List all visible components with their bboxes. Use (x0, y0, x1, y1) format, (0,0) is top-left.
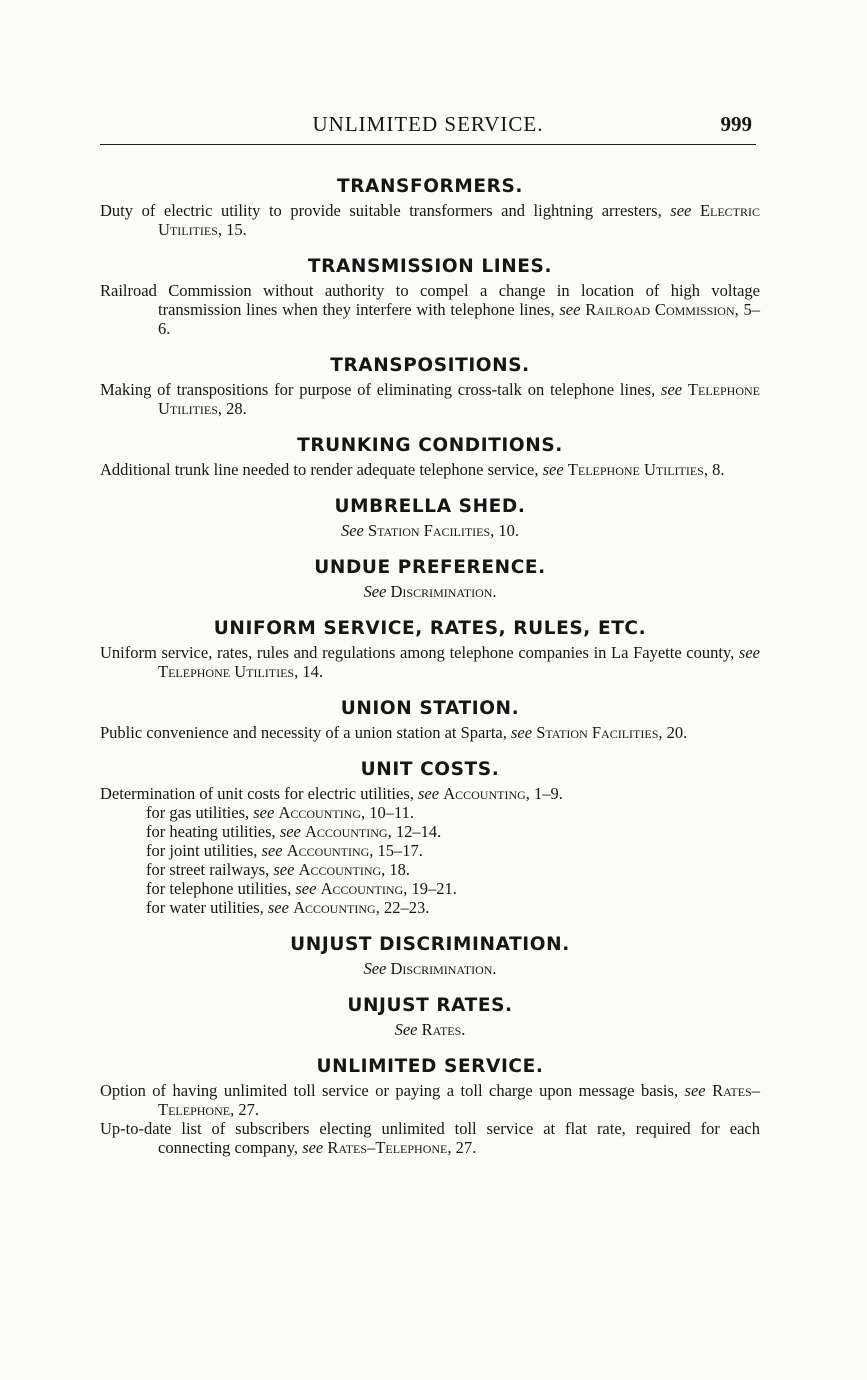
index-entry (100, 784, 760, 803)
reference-pages: , 14. (294, 662, 323, 681)
entry-text: for joint utilities, (146, 841, 262, 860)
index-entries (100, 175, 760, 1173)
see-word: see (267, 898, 289, 917)
see-word: see (295, 879, 317, 898)
reference-pages: , 27. (230, 1100, 259, 1119)
see-word: see (559, 300, 581, 319)
reference-pages: , 5–6. (158, 300, 760, 338)
section-heading: UNLIMITED SERVICE. (316, 1056, 544, 1077)
reference-pages: , 19–21. (403, 879, 457, 898)
entry-text: Making of transpositions for purpose of eliminating cross-talk on telephone lines, (100, 380, 662, 399)
reference-pages: , 15–17. (369, 841, 423, 860)
entry-text: for water utilities, (146, 898, 268, 917)
section-heading: UNIT COSTS. (360, 759, 500, 780)
reference-pages: . (461, 1020, 466, 1039)
see-word: See (394, 1020, 418, 1039)
cross-reference: Rates–Telephone (158, 1081, 761, 1119)
page-number: 999 (720, 112, 752, 136)
entry-text: Duty of electric utility to provide suitable transformers and lightning arresters, (100, 201, 671, 220)
reference-pages: , 15. (217, 220, 247, 239)
section-heading: UNDUE PREFERENCE. (314, 557, 546, 578)
sub-entry (100, 898, 760, 917)
cross-reference: Accounting (305, 822, 388, 841)
section-heading: UMBRELLA SHED. (334, 496, 526, 517)
section-heading: TRUNKING CONDITIONS. (297, 435, 563, 456)
cross-reference: Telephone Utilities (158, 380, 760, 418)
cross-reference: Accounting (298, 860, 382, 879)
see-word: see (253, 803, 275, 822)
see-reference (100, 582, 760, 601)
reference-pages: , 1–9. (525, 784, 563, 803)
cross-reference: Discrimination (390, 959, 493, 978)
entry-text: Determination of unit costs for electric utilities, (100, 784, 418, 803)
see-word: See (363, 959, 387, 978)
index-entry (100, 380, 760, 418)
section-heading: TRANSFORMERS. (336, 176, 524, 197)
cross-reference: Discrimination (390, 582, 493, 601)
section-heading: UNIFORM SERVICE, RATES, RULES, ETC. (213, 618, 647, 639)
cross-reference: Accounting (278, 803, 362, 822)
index-section (100, 255, 760, 338)
see-word: see (418, 784, 440, 803)
see-word: see (511, 723, 533, 742)
see-word: See (363, 582, 387, 601)
entry-text: Uniform service, rates, rules and regulations among telephone companies in La Fayette county, (100, 643, 739, 662)
index-section (100, 697, 760, 742)
see-word: See (340, 521, 364, 540)
reference-pages: , 12–14. (387, 822, 442, 841)
cross-reference: Accounting (293, 898, 376, 917)
reference-pages: , 8. (703, 460, 725, 479)
sub-entry (100, 803, 760, 822)
entry-text: Additional trunk line needed to render adequate telephone service, (100, 460, 543, 479)
reference-pages: . (492, 959, 497, 978)
cross-reference: Accounting (286, 841, 370, 860)
cross-reference: Station Facilities (367, 521, 491, 540)
see-reference (100, 1020, 760, 1039)
running-head-title: UNLIMITED SERVICE. (312, 112, 544, 136)
index-section (100, 994, 760, 1039)
see-word: see (670, 201, 692, 220)
index-section (100, 556, 760, 601)
reference-pages: , 27. (447, 1138, 477, 1157)
entry-text: for heating utilities, (146, 822, 280, 841)
cross-reference: Rates (421, 1020, 462, 1039)
section-heading: TRANSPOSITIONS. (330, 355, 530, 376)
index-section (100, 617, 760, 681)
see-word: see (542, 460, 564, 479)
cross-reference: Telephone Utilities (158, 662, 295, 681)
index-section (100, 758, 760, 917)
sub-entry (100, 860, 760, 879)
reference-pages: . (492, 582, 497, 601)
see-reference (100, 521, 760, 540)
index-entry (100, 723, 760, 742)
entry-text: Option of having unlimited toll service or paying a toll charge upon message basis, (100, 1081, 685, 1100)
cross-reference: Accounting (320, 879, 404, 898)
reference-pages: , 10–11. (361, 803, 415, 822)
reference-pages: , 28. (217, 399, 247, 418)
index-section (100, 933, 760, 978)
section-heading: TRANSMISSION LINES. (307, 256, 553, 277)
sub-entry (100, 841, 760, 860)
index-entry (100, 1119, 760, 1157)
index-entry (100, 643, 760, 681)
section-heading: UNJUST DISCRIMINATION. (290, 934, 570, 955)
cross-reference: Telephone Utilities (567, 460, 704, 479)
section-heading: UNION STATION. (340, 698, 520, 719)
see-word: see (661, 380, 683, 399)
index-section (100, 1055, 760, 1157)
reference-pages: , 10. (490, 521, 520, 540)
cross-reference: Station Facilities (536, 723, 659, 742)
reference-pages: , 18. (381, 860, 411, 879)
reference-pages: , 22–23. (375, 898, 430, 917)
reference-pages: , 20. (658, 723, 688, 742)
sub-entry (100, 822, 760, 841)
sub-entry (100, 879, 760, 898)
entry-text: for street railways, (146, 860, 274, 879)
see-word: see (261, 841, 283, 860)
section-heading: UNJUST RATES. (347, 995, 513, 1016)
see-reference (100, 959, 760, 978)
entry-text: for telephone utilities, (146, 879, 296, 898)
see-word: see (302, 1138, 324, 1157)
index-section (100, 434, 760, 479)
index-entry (100, 281, 760, 338)
index-entry (100, 201, 760, 239)
see-word: see (738, 643, 760, 662)
see-word: see (279, 822, 301, 841)
cross-reference: Rates–Telephone (327, 1138, 448, 1157)
cross-reference: Electric Utilities (158, 201, 761, 239)
index-section (100, 354, 760, 418)
entry-text: for gas utilities, (146, 803, 254, 822)
index-section (100, 175, 760, 239)
see-word: see (273, 860, 295, 879)
entry-text: Public convenience and necessity of a union station at Sparta, (100, 723, 512, 742)
index-entry (100, 460, 760, 479)
index-section (100, 495, 760, 540)
entry-text: Railroad Commission without authority to compel a change in location of high voltage transmission lines when they interfere with telephone lines, (100, 281, 760, 319)
cross-reference: Railroad Commission (585, 300, 735, 319)
cross-reference: Accounting (443, 784, 526, 803)
running-head (100, 110, 756, 145)
see-word: see (684, 1081, 706, 1100)
entry-text: Up-to-date list of subscribers electing unlimited toll service at flat rate, required for each connecting company, (100, 1119, 760, 1157)
index-entry (100, 1081, 760, 1119)
